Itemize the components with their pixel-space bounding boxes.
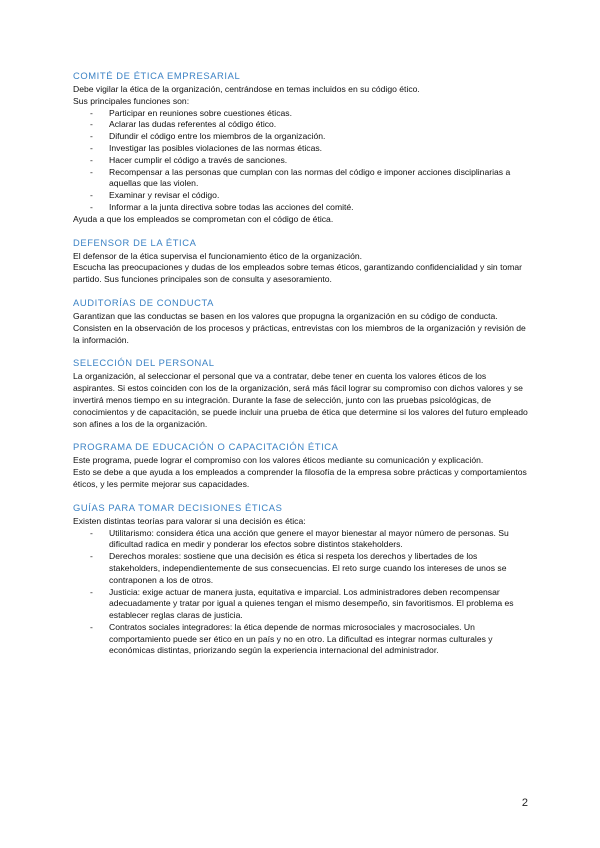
- list-item: [73, 119, 528, 131]
- paragraph: Existen distintas teorías para valorar si una decisión es ética:: [73, 515, 306, 526]
- list-item: [73, 108, 528, 120]
- list-item: [73, 143, 528, 155]
- list-item-text: Contratos sociales integradores: la ética depende de normas microsociales y macrosociales. Un comportamiento puede ser ético en un país y no en otro. La dificultad es integrar normas culturales y económicas distintas, priorizando según la experiencia internacional del administrador.: [109, 621, 493, 656]
- dash-bullet: -: [90, 142, 93, 153]
- dash-bullet: -: [90, 551, 93, 562]
- dash-bullet: -: [90, 190, 93, 201]
- theories-list: [73, 528, 528, 658]
- paragraph: Este programa, puede lograr el compromiso con los valores éticos mediante su comunicación y explicación.: [73, 455, 484, 466]
- list-item: [73, 167, 528, 191]
- list-item-text: Aclarar las dudas referentes al código ético.: [109, 119, 277, 130]
- list-item: [73, 551, 528, 586]
- paragraph: Ayuda a que los empleados se comprometan con el código de ética.: [73, 213, 334, 224]
- dash-bullet: -: [90, 527, 93, 538]
- list-item: [73, 131, 528, 143]
- list-item-text: Difundir el código entre los miembros de la organización.: [109, 131, 326, 142]
- paragraph: La organización, al seleccionar el personal que va a contratar, debe tener en cuenta los valores éticos de los aspirantes. Si estos coinciden con los de la organización, será más fácil lograr su compromiso con dichos valores y se invertirá menos tiempo en su integración. Durante la fase de selección, junto con las pruebas psicológicas, de conocimientos y de capacitación, se puede incluir una prueba de ética que determine si los valores del futuro empleado son afines a los de la organización.: [73, 371, 528, 429]
- list-item: [73, 155, 528, 167]
- section-heading: PROGRAMA DE EDUCACIÓN O CAPACITACIÓN ÉTICA: [73, 441, 339, 453]
- document-page: [73, 70, 528, 668]
- list-item-text: Investigar las posibles violaciones de las normas éticas.: [109, 142, 323, 153]
- section-auditorias: [73, 297, 528, 346]
- list-item-text: Participar en reuniones sobre cuestiones éticas.: [109, 107, 292, 118]
- dash-bullet: -: [90, 586, 93, 597]
- section-heading: GUÍAS PARA TOMAR DECISIONES ÉTICAS: [73, 501, 283, 513]
- list-item: [73, 528, 528, 552]
- dash-bullet: -: [90, 166, 93, 177]
- dash-bullet: -: [90, 131, 93, 142]
- section-seleccion: [73, 357, 528, 430]
- section-guias: [73, 502, 528, 658]
- list-item: [73, 190, 528, 202]
- paragraph: Garantizan que las conductas se basen en los valores que propugna la organización en su código de conducta. Consisten en la observación de los procesos y prácticas, entrevistas con los miembros de la organización y revisión de la información.: [73, 310, 526, 345]
- functions-list: [73, 108, 528, 214]
- paragraph: Escucha las preocupaciones y dudas de los empleados sobre temas éticos, garantizando confidencialidad y sin tomar partido. Sus funciones principales son de consulta y asesoramiento.: [73, 262, 523, 285]
- list-item: [73, 622, 528, 657]
- list-item-text: Utilitarismo: considera ética una acción que genere el mayor bienestar al mayor número de personas. Su dificultad radica en medir y ponderar los efectos sobre distintos stakeholders.: [109, 527, 509, 550]
- section-defensor: [73, 237, 528, 286]
- section-heading: AUDITORÍAS DE CONDUCTA: [73, 296, 214, 308]
- list-item-text: Examinar y revisar el código.: [109, 190, 220, 201]
- list-item-text: Informar a la junta directiva sobre todas las acciones del comité.: [109, 201, 354, 212]
- dash-bullet: -: [90, 107, 93, 118]
- section-heading: COMITÉ DE ÉTICA EMPRESARIAL: [73, 70, 241, 81]
- list-item-text: Recompensar a las personas que cumplan con las normas del código e imponer acciones disciplinarias a aquellas que las violen.: [109, 166, 511, 189]
- list-item-text: Justicia: exige actuar de manera justa, equitativa e imparcial. Los administradores deben recompensar adecuadamente y tratar por igual a quienes tengan el mismo desempeño, sin favoritismos. El problema es establecer reglas claras de justicia.: [109, 586, 514, 621]
- list-item: [73, 202, 528, 214]
- paragraph: Sus principales funciones son:: [73, 95, 190, 106]
- paragraph: Esto se debe a que ayuda a los empleados a comprender la filosofía de la empresa sobre prácticas y comportamientos éticos, y les permite mejorar sus capacidades.: [73, 467, 527, 489]
- list-item-text: Derechos morales: sostiene que una decisión es ética si respeta los derechos y libertades de los stakeholders, independientemente de sus consecuencias. El reto surge cuando los intereses de unos se contraponen a los de otros.: [109, 551, 507, 585]
- dash-bullet: -: [90, 119, 93, 130]
- dash-bullet: -: [90, 201, 93, 212]
- section-comite: [73, 70, 528, 226]
- dash-bullet: -: [90, 154, 93, 165]
- paragraph: Debe vigilar la ética de la organización, centrándose en temas incluidos en su código ético.: [73, 84, 420, 94]
- list-item-text: Hacer cumplir el código a través de sanciones.: [109, 154, 288, 165]
- section-heading: DEFENSOR DE LA ÉTICA: [73, 236, 197, 248]
- page-number: 2: [521, 797, 528, 809]
- section-heading: SELECCIÓN DEL PERSONAL: [73, 357, 215, 369]
- list-item: [73, 587, 528, 622]
- section-programa: [73, 441, 528, 490]
- paragraph: El defensor de la ética supervisa el funcionamiento ético de la organización.: [73, 250, 363, 261]
- dash-bullet: -: [90, 621, 93, 632]
